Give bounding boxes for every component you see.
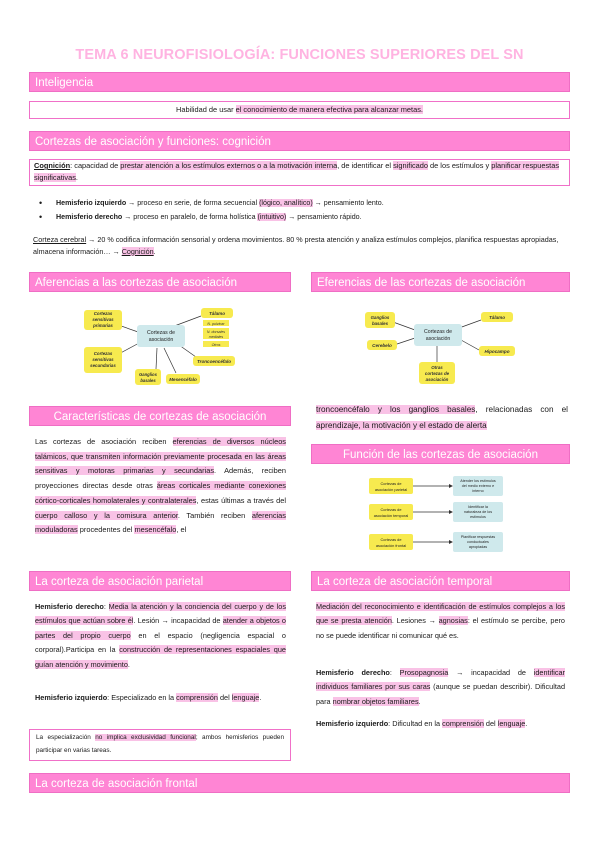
- highlight: comprensión: [442, 719, 484, 728]
- text: .: [127, 659, 130, 669]
- text: . Lesión → incapacidad de: [133, 616, 223, 626]
- cognicion-term: Cognición: [34, 161, 71, 170]
- highlight: lenguaje: [231, 693, 260, 702]
- text: en el espacio (negligencia espacial o corporal).Participa en la: [35, 630, 286, 655]
- parietal-hd-text: [35, 600, 286, 672]
- section-header-inteligencia: Inteligencia: [29, 72, 570, 92]
- term: Hemisferio derecho: [316, 668, 390, 677]
- text: procedentes del: [77, 525, 135, 535]
- text: (aunque se puedan describir). Dificultad para: [316, 682, 566, 706]
- node-talamo-label: Tálamo: [208, 311, 226, 316]
- node-ganglios-l2: basales: [140, 378, 156, 383]
- funcion-row3-right-l2: conductuales: [467, 540, 489, 544]
- def-highlight: el conocimiento de manera efectiva para alcanzar metas.: [235, 105, 423, 114]
- text: : Dificultad en la: [388, 719, 443, 728]
- text: → pensamiento rápido.: [286, 213, 362, 221]
- highlight: nombrar objetos familiares: [332, 696, 419, 706]
- ef-node-ganglios-l2: basales: [371, 321, 389, 326]
- term: Hemisferio izquierdo: [56, 199, 127, 207]
- term: Corteza cerebral: [33, 235, 87, 244]
- section-header-parietal: La corteza de asociación parietal: [29, 571, 291, 591]
- text: → proceso en paralelo, de forma holística: [122, 213, 258, 221]
- highlight: (lógico, analítico): [259, 199, 313, 207]
- temporal-hi-text: [316, 717, 565, 731]
- node-mesencefalo-label: Mesencéfalo: [169, 377, 197, 382]
- inteligencia-definition: [29, 101, 570, 119]
- node-primarias-l1: Cortezas: [93, 311, 113, 316]
- text: → 20 % codifica información sensorial y ordena movimientos. 80 % presta atención y analiza estímulos complejos, planifica respuestas apropiadas, almacena información… →: [33, 235, 559, 256]
- section-header-temporal: La corteza de asociación temporal: [311, 571, 570, 591]
- highlight: planificar respuestas significativas: [34, 161, 560, 182]
- node-dorsal-l1: N. dorsales: [206, 330, 226, 334]
- funcion-row2-right-l3: estímulos: [470, 515, 486, 519]
- funcion-row1-left-l2: asociación parietal: [374, 487, 408, 492]
- funcion-row1-left-l1: Cortezas de: [380, 481, 402, 486]
- ef-node-otras-l2: cortezas de: [424, 371, 450, 376]
- node-primarias-l2: sensitivas: [92, 317, 114, 322]
- highlight: cuerpo calloso y la comisura anterior: [35, 510, 178, 520]
- text: , estas últimas a través del: [196, 495, 286, 505]
- highlight: (intuitivo): [257, 213, 287, 221]
- funcion-row3-right-l1: Planificar respuestas: [460, 535, 496, 539]
- text: : el estímulo se percibe, pero no se puede identificar ni comunicar qué es.: [316, 616, 565, 640]
- highlight: eferencias de diversos núcleos talámicos, que transmiten información previamente procesada en las áreas sensitivas y motoras primarias y secundarias: [35, 437, 286, 476]
- text: ; ambos hemisferios pueden participar en varias tareas.: [36, 734, 284, 754]
- text: → incapacidad de: [448, 668, 534, 677]
- node-pulvinar-label: N. pulvinar: [207, 322, 225, 326]
- eferencias-center-line2: asociación: [425, 336, 451, 342]
- highlight: significado: [393, 161, 428, 170]
- text: , el: [176, 525, 187, 535]
- funcion-row3-left-l1: Cortezas de: [380, 537, 402, 542]
- eferencias-continuation: [316, 402, 568, 433]
- page-title: TEMA 6 NEUROFISIOLOGÍA: FUNCIONES SUPERIORES DEL SN: [75, 47, 524, 63]
- funcion-row2-right-l2: naturaleza de los: [463, 510, 493, 514]
- aferencias-center-node: [137, 325, 185, 347]
- node-dorsal-l2: mediales: [208, 335, 224, 339]
- funcion-diagram: [311, 470, 570, 560]
- highlight: aferencias moduladoras: [35, 510, 286, 535]
- text: : Especializado en la: [107, 693, 177, 702]
- highlight: lenguaje: [497, 719, 526, 728]
- highlight: construcción de representaciones espaciales que guían atención y movimiento: [35, 645, 286, 669]
- text: . Lesiones →: [391, 616, 439, 626]
- text: del: [217, 693, 232, 702]
- highlight: identificar individuos familiares por sus caras: [316, 668, 565, 692]
- text: .: [259, 693, 262, 702]
- term: Hemisferio derecho: [56, 213, 123, 221]
- highlight: Prosopagnosia: [399, 668, 449, 677]
- text: .: [153, 246, 156, 256]
- term: Hemisferio izquierdo: [316, 719, 389, 728]
- section-header-cortezas: Cortezas de asociación y funciones: cognición: [29, 131, 570, 151]
- text: del: [483, 719, 498, 728]
- highlight: agnosias: [438, 616, 468, 626]
- section-header-funcion: Función de las cortezas de asociación: [311, 444, 570, 464]
- eferencias-center-node: [414, 324, 462, 346]
- node-secundarias-l3: secundarias: [90, 363, 116, 368]
- highlight: Cognición: [121, 246, 154, 256]
- node-otros-label: Otros: [211, 343, 221, 347]
- highlight: Mediación del reconocimiento e identificación de estímulos complejos a los que se presta atención: [316, 602, 565, 626]
- text: de los estímulos y: [427, 161, 492, 170]
- funcion-row2-right-l1: Identificar la: [468, 505, 488, 509]
- funcion-row1-right-l1: Atender los estímulos: [460, 479, 496, 483]
- highlight: mesencéfalo: [134, 525, 177, 535]
- text: .: [418, 696, 421, 706]
- def-text: Habilidad de usar: [176, 105, 236, 114]
- aferencias-center-line1: Cortezas de: [147, 330, 175, 336]
- aferencias-center-line2: asociación: [148, 337, 174, 343]
- term: Hemisferio izquierdo: [35, 693, 108, 702]
- highlight: Media la atención y la conciencia del cuerpo y de los estímulos que actúan sobre él: [35, 602, 286, 626]
- highlight: no implica exclusividad funcional: [95, 734, 196, 741]
- bullet-left-hemisphere: [36, 196, 556, 210]
- text: , relacionadas con el: [475, 405, 568, 414]
- node-troncoencefalo-label: Troncoencéfalo: [196, 359, 232, 364]
- ef-node-otras-l1: Otras: [431, 365, 443, 370]
- highlight: atender a objetos o partes del propio cuerpo: [35, 616, 286, 640]
- ef-node-hipocampo-label: Hipocampo: [484, 349, 510, 354]
- term: Hemisferio derecho: [35, 602, 104, 611]
- node-ganglios-l1: Ganglios: [139, 372, 157, 377]
- cognicion-definition: [29, 159, 570, 186]
- node-secundarias-l1: Cortezas: [93, 351, 113, 356]
- aferencias-diagram: [29, 300, 291, 394]
- node-secundarias-l2: sensitivas: [92, 357, 114, 362]
- text: .: [525, 719, 528, 728]
- text: → proceso en serie, de forma secuencial: [126, 199, 260, 207]
- section-header-eferencias: Eferencias de las cortezas de asociación: [311, 272, 570, 292]
- ef-node-ganglios-l1: Ganglios: [370, 315, 390, 320]
- text: → pensamiento lento.: [312, 199, 384, 207]
- text: : capacidad de: [70, 161, 121, 170]
- corteza-cerebral-text: [33, 234, 567, 257]
- text: :: [103, 602, 109, 611]
- section-header-frontal: La corteza de asociación frontal: [29, 773, 570, 793]
- parietal-note: [29, 729, 291, 761]
- ef-node-otras-l3: asociación: [425, 377, 449, 382]
- funcion-row3-left-l2: asociación frontal: [375, 543, 407, 548]
- hemisphere-list: [36, 196, 556, 224]
- text: .: [75, 172, 78, 182]
- section-header-caracteristicas: Características de cortezas de asociación: [29, 406, 291, 426]
- caracteristicas-text: [35, 435, 286, 538]
- eferencias-center-line1: Cortezas de: [424, 329, 452, 335]
- text: Las cortezas de asociación reciben: [35, 437, 173, 446]
- funcion-row1-right-l2: del medio externo e: [461, 484, 495, 488]
- highlight: áreas corticales mediante conexiones córtico-corticales homolaterales y contralaterales: [35, 481, 286, 505]
- highlight: comprensión: [176, 693, 218, 702]
- parietal-hi-text: [35, 691, 286, 705]
- text: La especialización: [36, 734, 96, 741]
- ef-node-talamo-label: Tálamo: [488, 315, 506, 320]
- text: . Además, reciben proyecciones directas desde otras: [35, 466, 286, 491]
- funcion-row3-right-l3: apropiadas: [468, 545, 488, 549]
- text: :: [389, 668, 400, 677]
- funcion-row2-left-l1: Cortezas de: [380, 507, 402, 512]
- temporal-hd-text: [316, 666, 565, 709]
- section-header-aferencias: Aferencias a las cortezas de asociación: [29, 272, 291, 292]
- highlight: aprendizaje, la motivación y el estado de alerta: [316, 420, 487, 430]
- funcion-row1-right-l3: interno: [472, 489, 484, 493]
- ef-node-cerebelo-label: Cerebelo: [372, 343, 392, 348]
- temporal-p1: [316, 600, 565, 643]
- node-primarias-l3: primarias: [93, 323, 113, 328]
- text: . También reciben: [177, 510, 252, 520]
- highlight: troncoencéfalo y los ganglios basales: [316, 405, 476, 414]
- highlight: prestar atención a los estímulos externos o a la motivación interna: [120, 161, 338, 170]
- funcion-row2-left-l2: asociación temporal: [373, 513, 409, 518]
- eferencias-diagram: [311, 300, 570, 394]
- bullet-right-hemisphere: [36, 210, 556, 224]
- text: , de identificar el: [337, 161, 394, 170]
